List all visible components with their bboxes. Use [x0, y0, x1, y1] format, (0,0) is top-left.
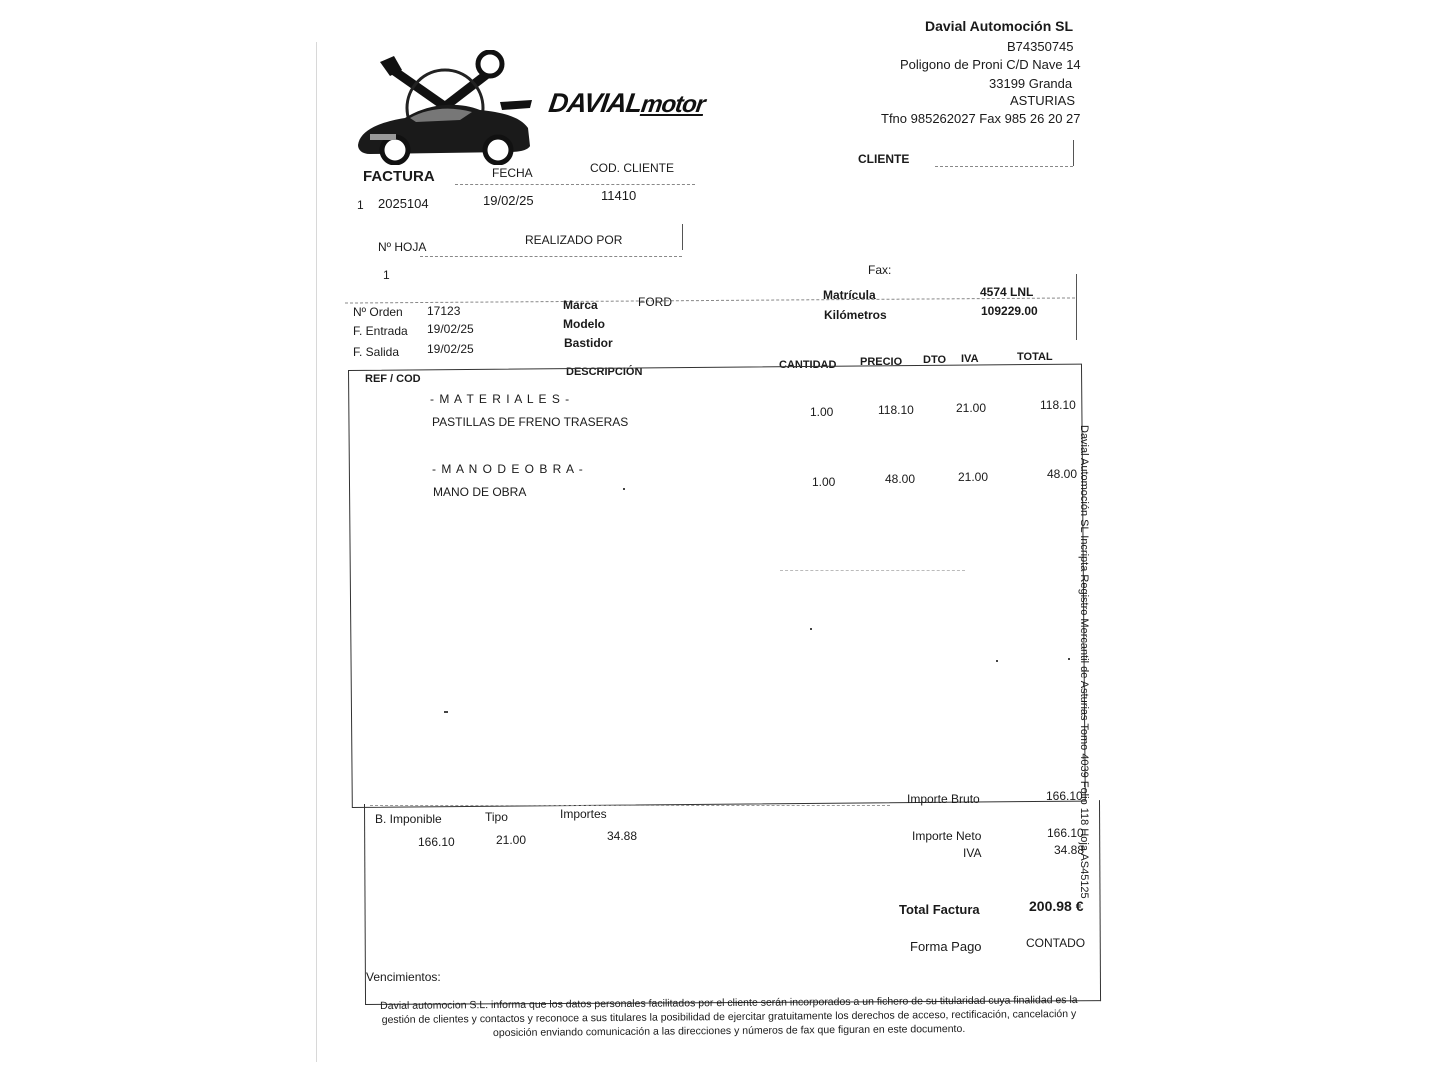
total-factura-label: Total Factura: [899, 902, 980, 917]
matricula-value: 4574 LNL: [980, 285, 1034, 299]
salida-label: F. Salida: [353, 345, 400, 359]
scan-streak: [780, 570, 965, 571]
hoja-box-edge: [682, 224, 683, 250]
col-total: TOTAL: [1017, 351, 1053, 363]
invoice-date: 19/02/25: [483, 193, 534, 208]
line-item-cantidad: 1.00: [810, 405, 834, 419]
col-iva: IVA: [961, 353, 979, 365]
bruto-value: 166.10: [1046, 789, 1083, 803]
line-item-cantidad: 1.00: [812, 475, 836, 489]
col-desc: DESCRIPCIÓN: [566, 366, 643, 378]
company-cif: B74350745: [1007, 39, 1074, 54]
salida-value: 19/02/25: [427, 342, 474, 356]
hoja-label: Nº HOJA: [378, 240, 427, 254]
scan-edge: [316, 42, 317, 1062]
km-label: Kilómetros: [824, 308, 887, 322]
order-box-edge: [1076, 274, 1077, 340]
invoice-serie: 1: [357, 198, 364, 212]
cliente-box-edge: [1073, 140, 1074, 166]
company-name: Davial Automoción SL: [925, 18, 1074, 34]
cod-cliente-label: COD. CLIENTE: [590, 161, 675, 175]
cliente-underline: [935, 166, 1073, 167]
scan-speck: [444, 711, 448, 713]
col-cantidad: CANTIDAD: [779, 359, 837, 371]
orden-value: 17123: [427, 304, 461, 318]
totals-box: [364, 800, 1101, 1005]
iva-total-value: 34.88: [1054, 843, 1085, 857]
forma-pago-value: CONTADO: [1026, 936, 1086, 950]
company-address: Poligono de Proni C/D Nave 14: [900, 57, 1081, 72]
invoice-header-divider: [455, 184, 695, 185]
invoice-title: FACTURA: [363, 168, 435, 185]
km-value: 109229.00: [981, 304, 1038, 318]
iva-total-label: IVA: [963, 846, 982, 860]
scan-speck: [996, 660, 998, 662]
items-box: [348, 364, 1086, 808]
invoice-client-code: 11410: [601, 188, 637, 203]
line-item-iva: 21.00: [958, 470, 989, 484]
line-item-precio: 48.00: [885, 472, 916, 486]
marca-label: Marca: [563, 298, 598, 312]
entrada-value: 19/02/25: [427, 322, 474, 336]
modelo-label: Modelo: [563, 317, 605, 331]
total-factura-value: 200.98 €: [1029, 898, 1084, 914]
order-top-divider: [345, 297, 1075, 303]
line-item-precio: 118.10: [878, 403, 914, 417]
col-ref: REF / COD: [365, 373, 421, 385]
privacy-footer: Davial automocion S.L. informa que los datos personales facilitados por el cliente serán incorporados a un fichero de su titularidad cuya finalidad es la gestión de clientes y contactos y reconoce a sus titulares la posibilidad de ejercitar gratuitamente los derechos de acceso, rectificación, cancelación y oposición enviando comunicación a las direcciones y números de fax que figuran en este documento.: [380, 993, 1078, 1040]
company-contact: Tfno 985262027 Fax 985 26 20 27: [881, 111, 1081, 126]
orden-label: Nº Orden: [353, 305, 403, 319]
company-postal-city: 33199 Granda: [989, 76, 1073, 91]
forma-pago-label: Forma Pago: [910, 939, 982, 954]
neto-value: 166.10: [1047, 826, 1084, 840]
fecha-label: FECHA: [492, 166, 533, 180]
marca-value: FORD: [638, 295, 672, 309]
line-item-description: PASTILLAS DE FRENO TRASERAS: [432, 415, 629, 429]
hoja-divider: [420, 256, 682, 257]
brand-wordmark: DAVIALmotor: [546, 88, 707, 118]
tipo-value: 21.00: [496, 833, 527, 847]
realizado-label: REALIZADO POR: [525, 233, 623, 247]
bastidor-label: Bastidor: [564, 336, 613, 350]
line-item-total: 118.10: [1040, 398, 1076, 412]
entrada-label: F. Entrada: [353, 324, 408, 338]
bruto-label: Importe Bruto: [907, 792, 980, 806]
importe-value: 34.88: [607, 829, 638, 843]
company-region: ASTURIAS: [1010, 93, 1076, 108]
base-label: B. Imponible: [375, 812, 442, 826]
registry-note: Davial Automoción SL Incripta Registro Mercantil de Asturias Tomo 4039 Folio 118 Hoja AS45125: [1078, 425, 1090, 899]
col-precio: PRECIO: [860, 356, 903, 368]
line-item-description: MANO DE OBRA: [433, 485, 527, 499]
car-wrench-logo-icon: [350, 50, 540, 165]
col-dto: DTO: [923, 354, 947, 366]
scan-speck: [623, 488, 625, 490]
line-item-iva: 21.00: [956, 401, 987, 415]
tipo-label: Tipo: [485, 810, 508, 824]
scan-speck: [1068, 658, 1070, 660]
vencimientos-label: Vencimientos:: [366, 970, 441, 984]
hoja-value: 1: [383, 268, 390, 282]
section-heading: - M A T E R I A L E S -: [430, 392, 571, 406]
base-value: 166.10: [418, 835, 455, 849]
matricula-label: Matrícula: [823, 288, 876, 302]
cliente-label: CLIENTE: [858, 152, 910, 166]
invoice-number: 2025104: [378, 196, 429, 211]
section-heading: - M A N O D E O B R A -: [432, 462, 584, 476]
neto-label: Importe Neto: [912, 829, 982, 843]
importes-label: Importes: [560, 807, 607, 821]
fax-label: Fax:: [868, 263, 892, 277]
scan-speck: [810, 628, 812, 630]
line-item-total: 48.00: [1047, 467, 1078, 481]
